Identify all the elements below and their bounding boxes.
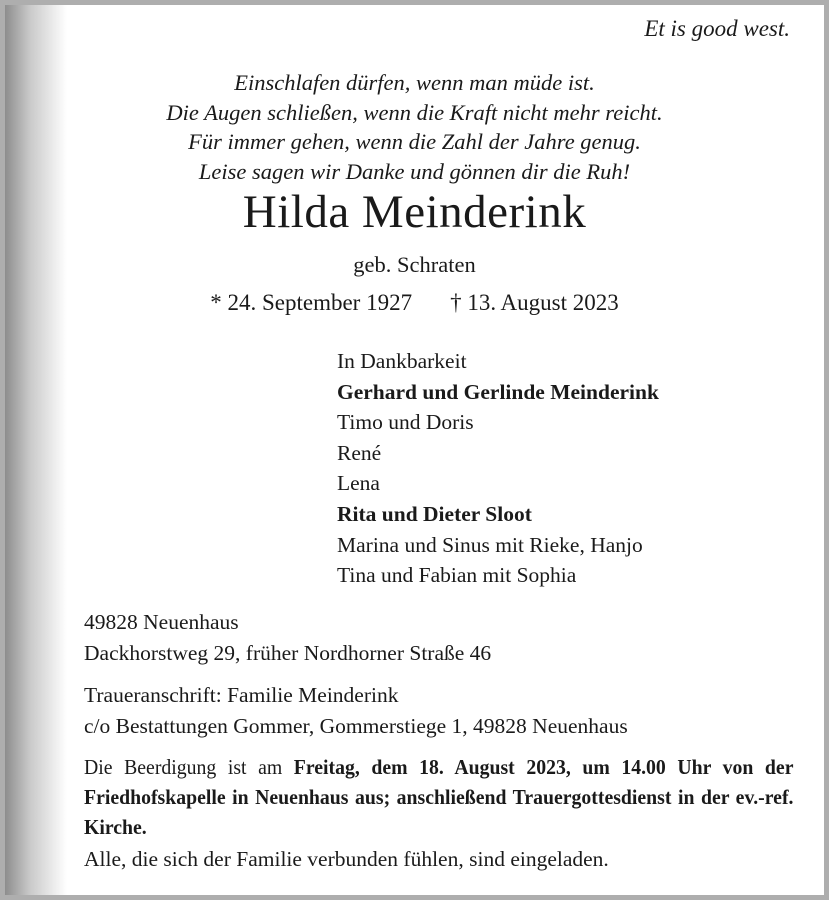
deceased-name: Hilda Meinderink bbox=[242, 186, 587, 238]
residence-city: 49828 Neuenhaus bbox=[84, 610, 239, 634]
condolence-address bbox=[84, 680, 628, 741]
mourner-name: René bbox=[337, 440, 382, 465]
birth-date: * 24. September 1927 bbox=[210, 290, 413, 315]
mourner-name: Rita und Dieter Sloot bbox=[337, 501, 532, 526]
poem-line: Für immer gehen, wenn die Zahl der Jahre genug. bbox=[188, 129, 641, 154]
mourners-intro: In Dankbarkeit bbox=[337, 349, 467, 373]
condolence-line: c/o Bestattungen Gommer, Gommerstiege 1, 49828 Neuenhaus bbox=[84, 713, 628, 738]
residence-address bbox=[84, 607, 491, 668]
mourner-name: Gerhard und Gerlinde Meinderink bbox=[337, 379, 659, 404]
poem-line: Leise sagen wir Danke und gönnen dir die Ruh! bbox=[198, 158, 631, 184]
life-dates bbox=[5, 288, 824, 318]
mourner-name: Marina und Sinus mit Rieke, Hanjo bbox=[337, 532, 643, 557]
maiden-name: geb. Schraten bbox=[353, 252, 476, 277]
funeral-announcement bbox=[84, 752, 793, 842]
obituary-content bbox=[5, 5, 824, 895]
mourner-name: Tina und Fabian mit Sophia bbox=[337, 563, 577, 588]
epigraph: Et is good west. bbox=[644, 16, 790, 41]
mourner-name: Lena bbox=[337, 471, 380, 496]
funeral-details: Freitag, dem 18. August 2023, um 14.00 Uhr von der Friedhofskapelle in Neuenhaus aus; anschließend Trauergottesdienst in der ev.-ref. Kirche. bbox=[84, 755, 794, 839]
poem-line: Einschlafen dürfen, wenn man müde ist. bbox=[234, 70, 595, 95]
mourner-name: Timo und Doris bbox=[337, 410, 474, 435]
residence-street: Dackhorstweg 29, früher Nordhorner Straße 46 bbox=[84, 640, 492, 665]
death-date: † 13. August 2023 bbox=[450, 290, 619, 315]
invitation-line: Alle, die sich der Familie verbunden fühlen, sind eingeladen. bbox=[84, 847, 609, 871]
memorial-poem bbox=[5, 68, 824, 186]
funeral-prefix: Die Beerdigung ist am bbox=[84, 755, 294, 779]
poem-line: Die Augen schließen, wenn die Kraft nicht mehr reicht. bbox=[166, 99, 663, 125]
condolence-line: Traueranschrift: Familie Meinderink bbox=[84, 683, 399, 707]
mourners-list bbox=[337, 346, 659, 591]
